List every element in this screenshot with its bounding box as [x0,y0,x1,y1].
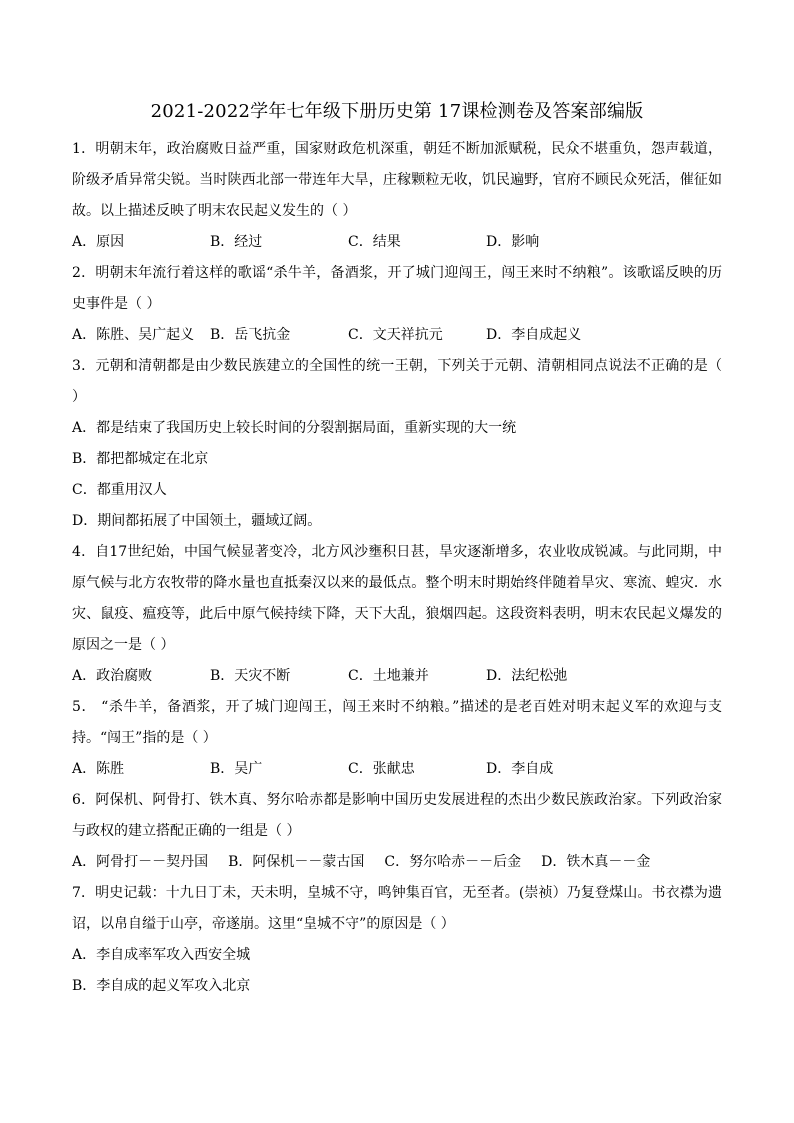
exam-page [72,100,722,1002]
option-c: C．结果 [348,234,401,250]
option-a: A．都是结束了我国历史上较长时间的分裂割据局面，重新实现的大一统 [72,420,517,436]
option-a: A．原因 [72,234,125,250]
options-row [72,320,722,351]
option-c: C．张献忠 [348,761,415,777]
question-5 [72,692,722,785]
option-d: D．铁木真－－金 [541,854,651,870]
option-a: A．政治腐败 [72,668,153,684]
options-row [72,227,722,258]
option-a: A．阿骨打－－契丹国 [72,854,209,870]
question-stem: 1．明朝末年，政治腐败日益严重，国家财政危机深重，朝廷不断加派赋税，民众不堪重负，怨声载道，阶级矛盾异常尖锐。当时陕西北部一带连年大旱，庄稼颗粒无收，饥民遍野，官府不顾民众死活，催征如故。以上描述反映了明末农民起义发生的（ ） [72,141,722,219]
page-title: 2021-2022学年七年级下册历史第 17课检测卷及答案部编版 [150,101,644,122]
option-a: A．李自成率军攻入西安全城 [72,947,251,963]
question-6 [72,785,722,878]
option-b: B．岳飞抗金 [210,327,291,343]
option-b: B．天灾不断 [210,668,291,684]
question-stem: 4．自17世纪始，中国气候显著变冷，北方风沙壅积日甚，旱灾逐渐增多，农业收成锐减。与此同期，中原气候与北方农牧带的降水量也直抵秦汉以来的最低点。整个明末时期始终伴随着旱灾、寒流、蝗灾．水灾、鼠疫、瘟疫等，此后中原气候持续下降，天下大乱，狼烟四起。这段资料表明，明末农民起义爆发的原因之一是（ ） [72,544,722,653]
option-a: A．陈胜、吴广起义 [72,327,195,343]
question-stem: 2．明朝末年流行着这样的歌谣“杀牛羊，备酒浆，开了城门迎闯王，闯王来时不纳粮”。该歌谣反映的历史事件是（ ） [72,265,722,312]
option-b: B．吴广 [210,761,263,777]
question-4 [72,537,722,692]
option-d: D．法纪松弛 [486,668,568,684]
question-stem: 6．阿保机、阿骨打、铁木真、努尔哈赤都是影响中国历史发展进程的杰出少数民族政治家。下列政治家与政权的建立搭配正确的一组是（ ） [72,792,722,839]
option-a: A．陈胜 [72,761,125,777]
option-c: C．都重用汉人 [72,482,167,498]
option-b: B．都把都城定在北京 [72,451,209,467]
option-d: D．期间都拓展了中国领土，疆域辽阔。 [72,513,322,529]
options-row [72,847,722,878]
question-stem: 5． “杀牛羊，备酒浆，开了城门迎闯王，闯王来时不纳粮。”描述的是老百姓对明末起义军的欢迎与支持。“闯王”指的是（ ） [72,699,722,746]
question-stem: 3．元朝和清朝都是由少数民族建立的全国性的统一王朝，下列关于元朝、清朝相同点说法不正确的是（ ） [72,358,722,405]
question-stem: 7．明史记载：十九日丁未，天未明，皇城不守，鸣钟集百官，无至者。(崇祯）乃复登煤山。书衣襟为遗诏，以帛自缢于山亭，帝遂崩。这里“皇城不守”的原因是（ ） [72,885,722,932]
option-b: B．阿保机－－蒙古国 [228,854,365,870]
options-row [72,661,722,692]
question-1 [72,134,722,258]
option-c: C．文天祥抗元 [348,327,443,343]
option-c: C．努尔哈赤－－后金 [384,854,522,870]
option-c: C．土地兼并 [348,668,429,684]
option-b: B．李自成的起义军攻入北京 [72,978,251,994]
question-7 [72,878,722,1002]
option-d: D．影响 [486,234,540,250]
options-row [72,754,722,785]
question-2 [72,258,722,351]
option-d: D．李自成 [486,761,554,777]
option-b: B．经过 [210,234,263,250]
question-3 [72,351,722,537]
option-d: D．李自成起义 [486,327,582,343]
